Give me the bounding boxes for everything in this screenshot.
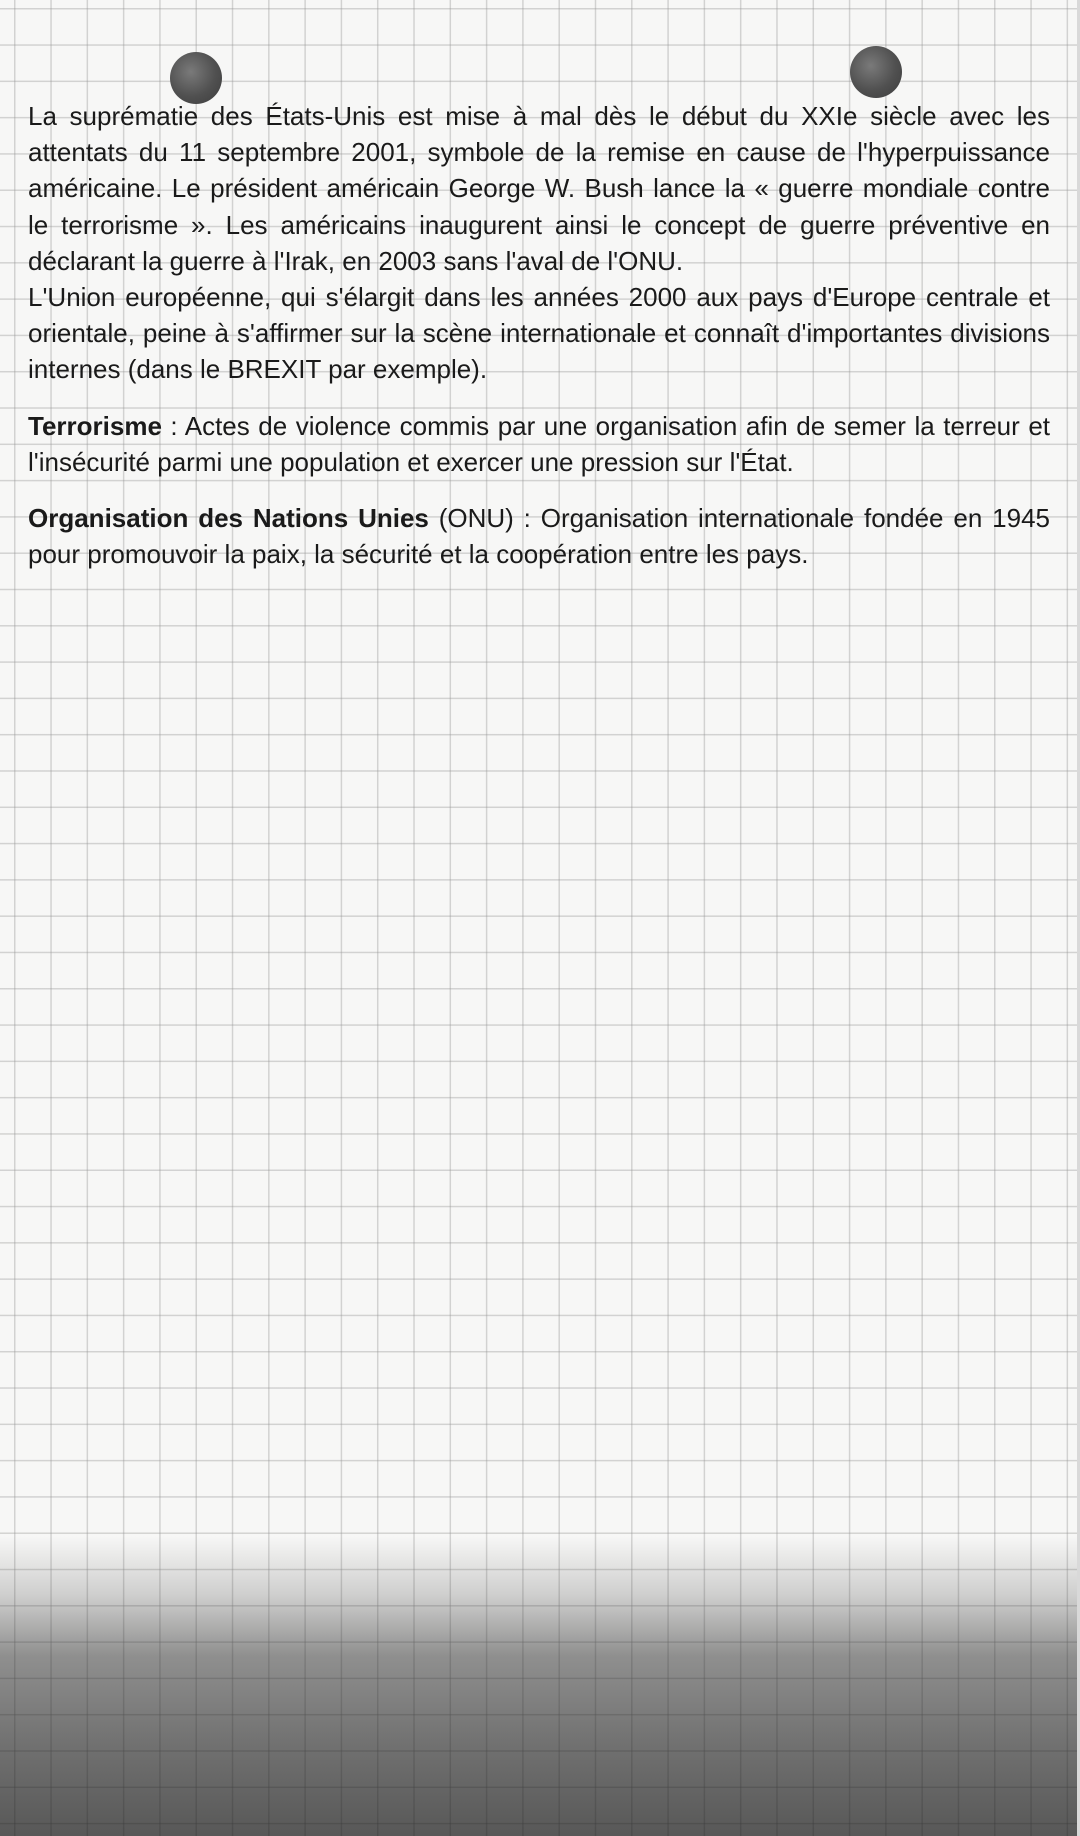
spacer [28,480,1050,500]
bottom-shadow [0,1536,1077,1836]
term-terrorisme: Terrorisme [28,410,162,441]
punch-hole-left [170,52,222,104]
definition-onu [28,500,1050,572]
punch-hole-right [850,46,902,98]
card-content [28,98,1050,572]
paragraph-european-union: L'Union européenne, qui s'élargit dans les années 2000 aux pays d'Europe centrale et orientale, peine à s'affirmer sur la scène internationale et connaît d'importantes divisions internes (dans le BREXIT par exemple). [28,282,1050,385]
spacer [28,388,1050,408]
term-onu: Organisation des Nations Unies [28,503,429,534]
definition-terrorisme [28,408,1050,480]
definition-text-terrorisme: : Actes de violence commis par une organisation afin de semer la terreur et l'insécurité parmi une population et exercer une pression sur l'État. [28,410,1050,477]
paragraph-us-supremacy: La suprématie des États-Unis est mise à mal dès le début du XXIe siècle avec les attentats du 11 septembre 2001, symbole de la remise en cause de l'hyperpuissance américaine. Le président américain George W. Bush lance la « guerre mondiale contre le terrorisme ». Les américains inaugurent ainsi le concept de guerre préventive en déclarant la guerre à l'Irak, en 2003 sans l'aval de l'ONU. [28,101,1050,276]
definition-text-onu: (ONU) : Organisation internationale fondée en 1945 pour promouvoir la paix, la sécurité et la coopération entre les pays. [28,503,1050,570]
